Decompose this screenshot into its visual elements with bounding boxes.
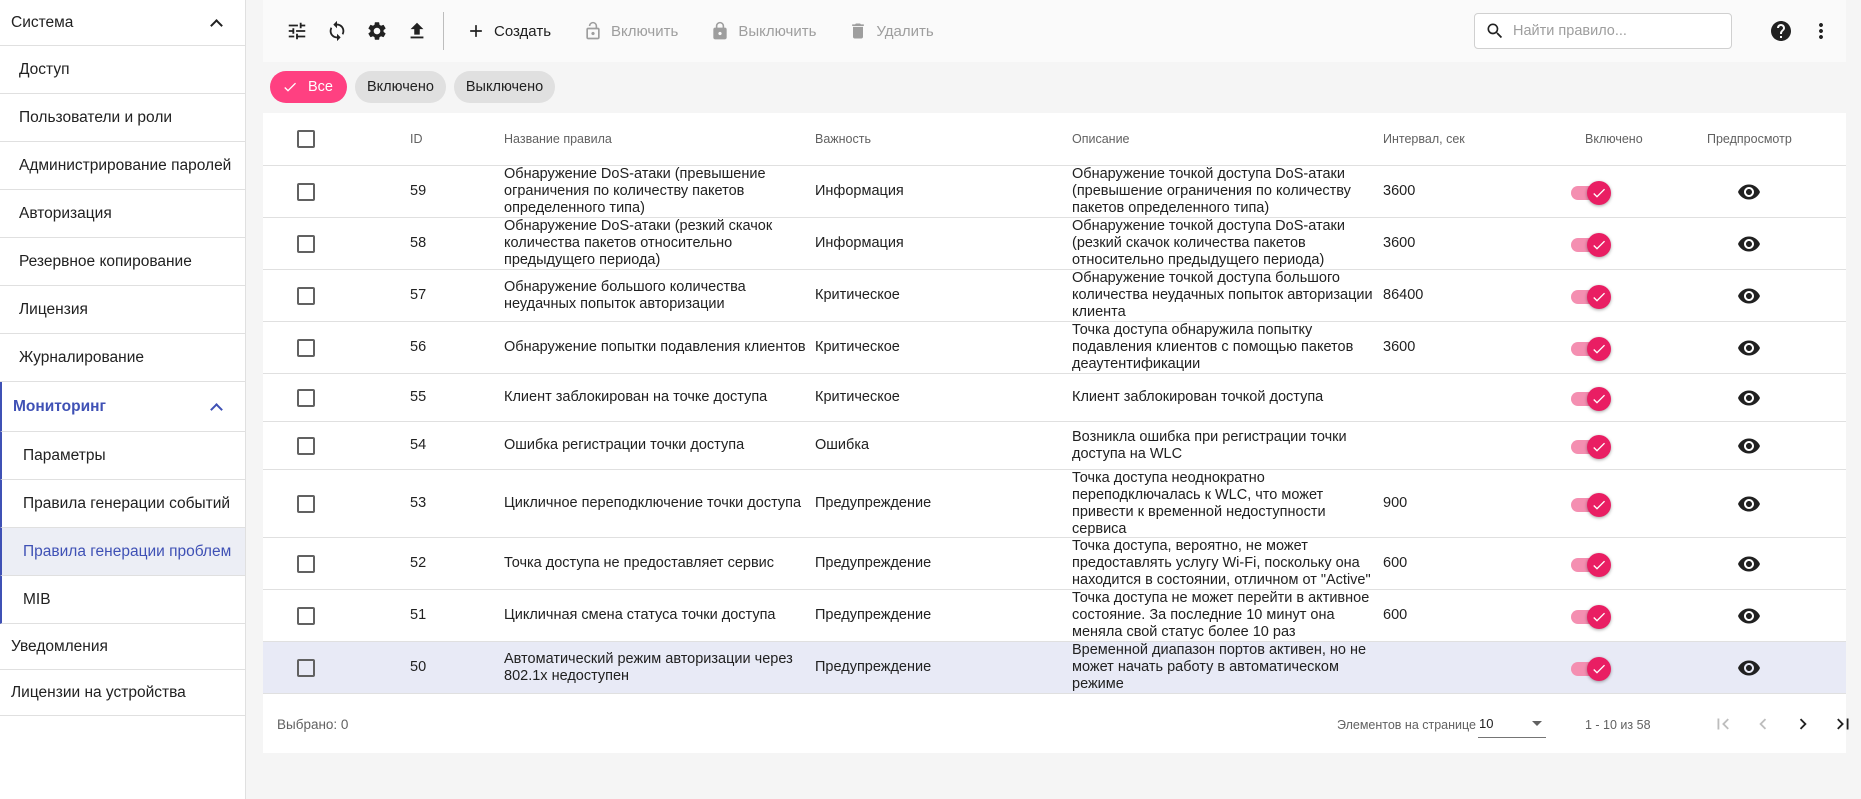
enabled-toggle[interactable]: [1569, 335, 1609, 361]
row-checkbox[interactable]: [297, 235, 315, 253]
row-checkbox[interactable]: [297, 607, 315, 625]
rule-id: 52: [410, 555, 427, 571]
disable-button[interactable]: [700, 11, 826, 51]
rule-description: Временной диапазон портов активен, но не может начать работу в автоматическом режиме: [1072, 642, 1367, 692]
enable-button[interactable]: [573, 11, 688, 51]
header-enabled[interactable]: Включено: [1585, 131, 1643, 146]
rule-interval: 600: [1383, 607, 1408, 623]
header-preview: Предпросмотр: [1707, 131, 1792, 146]
row-checkbox-cell: [297, 590, 315, 641]
rule-description: Клиент заблокирован точкой доступа: [1072, 389, 1324, 405]
header-importance[interactable]: Важность: [815, 131, 871, 146]
rule-description: Точка доступа, вероятно, не может предоставлять услугу Wi-Fi, поскольку она находится в состоянии, отличном от "Active": [1072, 538, 1371, 588]
enable-button-label: Включить: [611, 22, 679, 40]
check-icon: [1591, 609, 1607, 625]
enabled-toggle[interactable]: [1569, 603, 1609, 629]
enabled-toggle-cell: [1569, 538, 1609, 589]
header-name[interactable]: Название правила: [504, 131, 612, 146]
eye-icon: [1737, 434, 1761, 458]
upload-button[interactable]: [397, 11, 437, 51]
rule-id: 51: [410, 607, 427, 623]
rule-description: Обнаружение точкой доступа DoS-атаки (резкий скачок количества пакетов относительно предыдущего периода): [1072, 218, 1345, 268]
per-page-select[interactable]: [1478, 710, 1546, 738]
enabled-toggle[interactable]: [1569, 283, 1609, 309]
sidebar-group-label: Лицензии на устройства: [11, 683, 186, 701]
row-checkbox-cell: [297, 538, 315, 589]
table-row[interactable]: [263, 422, 1846, 470]
rule-importance: Информация: [815, 183, 904, 199]
sidebar-item-label: Доступ: [19, 60, 70, 78]
enabled-toggle[interactable]: [1569, 385, 1609, 411]
toolbar-divider: [443, 12, 444, 50]
eye-icon: [1737, 604, 1761, 628]
enabled-toggle[interactable]: [1569, 491, 1609, 517]
rule-name: Клиент заблокирован на точке доступа: [504, 389, 768, 405]
rule-id: 57: [410, 287, 427, 303]
header-interval[interactable]: Интервал, сек: [1383, 131, 1465, 146]
search-icon: [1485, 21, 1505, 41]
plus-icon: [466, 21, 486, 41]
check-icon: [1591, 391, 1607, 407]
rule-name: Автоматический режим авторизации через 802.1x недоступен: [504, 650, 793, 684]
preview-button[interactable]: [1737, 218, 1761, 269]
preview-button[interactable]: [1737, 374, 1761, 421]
sidebar-item-label: Лицензия: [19, 300, 88, 318]
sidebar-item-label: Правила генерации проблем: [23, 542, 232, 560]
sidebar-item-label: MIB: [23, 590, 51, 608]
table-row[interactable]: [263, 322, 1846, 374]
table-header: [263, 113, 1846, 166]
rule-importance: Ошибка: [815, 437, 870, 453]
check-icon: [1591, 289, 1607, 305]
first-page-icon: [1712, 713, 1734, 735]
row-checkbox-cell: [297, 322, 315, 373]
search-input[interactable]: [1513, 23, 1713, 39]
preview-button[interactable]: [1737, 470, 1761, 537]
rule-interval: 3600: [1383, 235, 1416, 251]
rule-importance: Критическое: [815, 389, 900, 405]
check-icon: [1591, 439, 1607, 455]
rules-table: [263, 113, 1846, 753]
table-body: [263, 166, 1846, 694]
table-row[interactable]: [263, 470, 1846, 538]
first-page-button[interactable]: [1709, 710, 1737, 738]
row-checkbox-cell: [297, 166, 315, 217]
help-icon: [1769, 19, 1793, 43]
settings-button[interactable]: [357, 11, 397, 51]
gear-icon: [366, 20, 388, 42]
row-checkbox-cell: [297, 642, 315, 693]
row-checkbox[interactable]: [297, 659, 315, 677]
row-checkbox[interactable]: [297, 287, 315, 305]
chip-label: Все: [308, 79, 333, 95]
enabled-toggle[interactable]: [1569, 231, 1609, 257]
toggle-thumb: [1587, 285, 1611, 309]
help-button[interactable]: [1761, 11, 1801, 51]
sidebar-item-label: Параметры: [23, 446, 106, 464]
rule-name: Цикличная смена статуса точки доступа: [504, 607, 776, 623]
rule-interval: 900: [1383, 495, 1408, 511]
rule-name: Обнаружение DoS-атаки (резкий скачок количества пакетов относительно предыдущего периода): [504, 218, 773, 268]
chip-enabled[interactable]: [355, 71, 446, 103]
preview-button[interactable]: [1737, 270, 1761, 321]
chip-label: Включено: [367, 79, 434, 95]
create-button[interactable]: [456, 11, 561, 51]
prev-page-button[interactable]: [1749, 710, 1777, 738]
toggle-thumb: [1587, 657, 1611, 681]
rule-name: Обнаружение DoS-атаки (превышение ограничения по количеству пакетов определенного типа): [504, 166, 766, 216]
sidebar-group-monitoring[interactable]: [0, 382, 245, 432]
preview-button[interactable]: [1737, 590, 1761, 641]
header-description[interactable]: Описание: [1072, 131, 1130, 146]
table-row[interactable]: [263, 538, 1846, 590]
rule-interval: 3600: [1383, 183, 1416, 199]
header-id[interactable]: ID: [410, 131, 423, 146]
table-row[interactable]: [263, 218, 1846, 270]
preview-button[interactable]: [1737, 642, 1761, 693]
rule-importance: Информация: [815, 235, 904, 251]
rule-name: Цикличное переподключение точки доступа: [504, 495, 802, 511]
more-vert-icon: [1809, 19, 1833, 43]
sidebar-item-backup[interactable]: [0, 238, 245, 286]
rule-id: 54: [410, 437, 427, 453]
rule-importance: Критическое: [815, 287, 900, 303]
sidebar-group-notifications[interactable]: [0, 624, 245, 670]
check-icon: [1591, 237, 1607, 253]
sidebar-group-system[interactable]: [0, 0, 245, 46]
per-page-value: 10: [1479, 716, 1494, 731]
sidebar-item-label: Администрирование паролей: [19, 156, 232, 174]
toggle-thumb: [1587, 181, 1611, 205]
toggle-thumb: [1587, 337, 1611, 361]
preview-button[interactable]: [1737, 166, 1761, 217]
rule-id: 53: [410, 495, 427, 511]
row-checkbox-cell: [297, 422, 315, 469]
search-box: [1474, 13, 1732, 49]
row-checkbox-cell: [297, 270, 315, 321]
rule-name: Ошибка регистрации точки доступа: [504, 437, 745, 453]
rule-importance: Предупреждение: [815, 555, 932, 571]
select-all-checkbox[interactable]: [297, 130, 315, 148]
toggle-thumb: [1587, 553, 1611, 577]
delete-button[interactable]: [838, 11, 943, 51]
rule-importance: Критическое: [815, 339, 900, 355]
toggle-thumb: [1587, 493, 1611, 517]
row-checkbox[interactable]: [297, 389, 315, 407]
sidebar-item-problem-rules[interactable]: [0, 528, 245, 576]
rule-importance: Предупреждение: [815, 607, 932, 623]
sidebar-group-label: Уведомления: [11, 637, 108, 655]
create-button-label: Создать: [494, 22, 552, 40]
table-row[interactable]: [263, 374, 1846, 422]
rule-description: Обнаружение точкой доступа DoS-атаки (превышение ограничения по количеству пакетов определенного типа): [1072, 166, 1351, 216]
select-all-cell: [297, 113, 315, 165]
sidebar: [0, 0, 246, 799]
sidebar-item-mib[interactable]: [0, 576, 245, 624]
table-row[interactable]: [263, 590, 1846, 642]
table-footer: [263, 696, 1846, 753]
rule-importance: Предупреждение: [815, 659, 932, 675]
enabled-toggle-cell: [1569, 470, 1609, 537]
rule-id: 56: [410, 339, 427, 355]
sidebar-group-label: Мониторинг: [13, 397, 106, 415]
filter-chips: [270, 71, 563, 103]
rule-description: Обнаружение точкой доступа большого количества неудачных попыток авторизации клиента: [1072, 270, 1373, 320]
chevron-up-icon: [209, 16, 223, 30]
enabled-toggle-cell: [1569, 422, 1609, 469]
toggle-thumb: [1587, 233, 1611, 257]
upload-icon: [406, 20, 428, 42]
enabled-toggle-cell: [1569, 218, 1609, 269]
refresh-button[interactable]: [317, 11, 357, 51]
more-menu-button[interactable]: [1801, 11, 1841, 51]
rule-description: Точка доступа не может перейти в активное состояние. За последние 10 минут она меняла свой статус более 10 раз: [1072, 590, 1370, 640]
sidebar-item-label: Авторизация: [19, 204, 112, 222]
preview-button[interactable]: [1737, 538, 1761, 589]
chip-disabled[interactable]: [454, 71, 555, 103]
sidebar-item-label: Правила генерации событий: [23, 494, 231, 512]
sidebar-item-authorization[interactable]: [0, 190, 245, 238]
chip-label: Выключено: [465, 79, 544, 95]
rule-name: Точка доступа не предоставляет сервис: [504, 555, 774, 571]
check-icon: [1591, 185, 1607, 201]
rule-interval: 86400: [1383, 287, 1424, 303]
toggle-thumb: [1587, 605, 1611, 629]
selected-count: Выбрано: 0: [277, 717, 349, 732]
sidebar-item-event-rules[interactable]: [0, 480, 245, 528]
check-icon: [1591, 341, 1607, 357]
filter-settings-button[interactable]: [277, 11, 317, 51]
eye-icon: [1737, 552, 1761, 576]
sync-icon: [326, 20, 348, 42]
sidebar-group-label: Система: [11, 13, 74, 31]
disable-button-label: Выключить: [738, 22, 817, 40]
enabled-toggle[interactable]: [1569, 655, 1609, 681]
rule-interval: 600: [1383, 555, 1408, 571]
eye-icon: [1737, 386, 1761, 410]
per-page-label: Элементов на странице: [1337, 717, 1476, 732]
next-page-button[interactable]: [1789, 710, 1817, 738]
trash-icon: [848, 21, 868, 41]
row-checkbox[interactable]: [297, 183, 315, 201]
caret-down-icon: [1532, 721, 1542, 726]
rule-description: Возникла ошибка при регистрации точки доступа на WLC: [1072, 428, 1347, 462]
eye-icon: [1737, 492, 1761, 516]
chevron-up-icon: [209, 400, 223, 414]
row-checkbox[interactable]: [297, 437, 315, 455]
row-checkbox[interactable]: [297, 339, 315, 357]
tune-icon: [286, 20, 308, 42]
eye-icon: [1737, 656, 1761, 680]
rule-id: 55: [410, 389, 427, 405]
page-range: 1 - 10 из 58: [1585, 717, 1651, 732]
row-checkbox[interactable]: [297, 555, 315, 573]
eye-icon: [1737, 180, 1761, 204]
enabled-toggle-cell: [1569, 270, 1609, 321]
check-icon: [1591, 661, 1607, 677]
preview-button[interactable]: [1737, 322, 1761, 373]
sidebar-item-label: Журналирование: [19, 348, 144, 366]
rule-description: Точка доступа обнаружила попытку подавления клиентов с помощью пакетов деаутентификации: [1072, 322, 1354, 372]
table-row[interactable]: [263, 642, 1846, 694]
chip-all[interactable]: [270, 71, 347, 103]
sidebar-item-access[interactable]: [0, 46, 245, 94]
rule-name: Обнаружение попытки подавления клиентов: [504, 339, 806, 355]
check-icon: [1591, 557, 1607, 573]
sidebar-item-label: Резервное копирование: [19, 252, 192, 270]
table-row[interactable]: [263, 166, 1846, 218]
delete-button-label: Удалить: [876, 22, 934, 40]
rule-importance: Предупреждение: [815, 495, 932, 511]
lock-icon: [710, 21, 730, 41]
chevron-left-icon: [1752, 713, 1774, 735]
eye-icon: [1737, 232, 1761, 256]
enabled-toggle-cell: [1569, 166, 1609, 217]
last-page-button[interactable]: [1829, 710, 1857, 738]
toggle-thumb: [1587, 387, 1611, 411]
enabled-toggle-cell: [1569, 642, 1609, 693]
sidebar-item-label: Пользователи и роли: [19, 108, 173, 126]
enabled-toggle[interactable]: [1569, 179, 1609, 205]
row-checkbox-cell: [297, 374, 315, 421]
last-page-icon: [1832, 713, 1854, 735]
row-checkbox[interactable]: [297, 495, 315, 513]
chevron-right-icon: [1792, 713, 1814, 735]
eye-icon: [1737, 336, 1761, 360]
sidebar-group-device-licenses[interactable]: [0, 670, 245, 716]
enabled-toggle[interactable]: [1569, 551, 1609, 577]
sidebar-item-passwords[interactable]: [0, 142, 245, 190]
check-icon: [282, 79, 298, 95]
lock-open-icon: [583, 21, 603, 41]
rule-id: 58: [410, 235, 427, 251]
sidebar-item-users-roles[interactable]: [0, 94, 245, 142]
sidebar-item-license[interactable]: [0, 286, 245, 334]
rule-interval: 3600: [1383, 339, 1416, 355]
check-icon: [1591, 497, 1607, 513]
sidebar-item-logging[interactable]: [0, 334, 245, 382]
toolbar: [263, 0, 1846, 62]
sidebar-item-parameters[interactable]: [0, 432, 245, 480]
toggle-thumb: [1587, 435, 1611, 459]
enabled-toggle-cell: [1569, 374, 1609, 421]
rule-name: Обнаружение большого количества неудачных попыток авторизации: [504, 278, 746, 312]
enabled-toggle-cell: [1569, 322, 1609, 373]
rule-id: 50: [410, 659, 427, 675]
rule-description: Точка доступа неоднократно переподключалась к WLC, что может привести к временной недоступности сервиса: [1072, 469, 1326, 537]
enabled-toggle[interactable]: [1569, 433, 1609, 459]
table-row[interactable]: [263, 270, 1846, 322]
rule-id: 59: [410, 183, 427, 199]
row-checkbox-cell: [297, 470, 315, 537]
enabled-toggle-cell: [1569, 590, 1609, 641]
row-checkbox-cell: [297, 218, 315, 269]
eye-icon: [1737, 284, 1761, 308]
preview-button[interactable]: [1737, 422, 1761, 469]
